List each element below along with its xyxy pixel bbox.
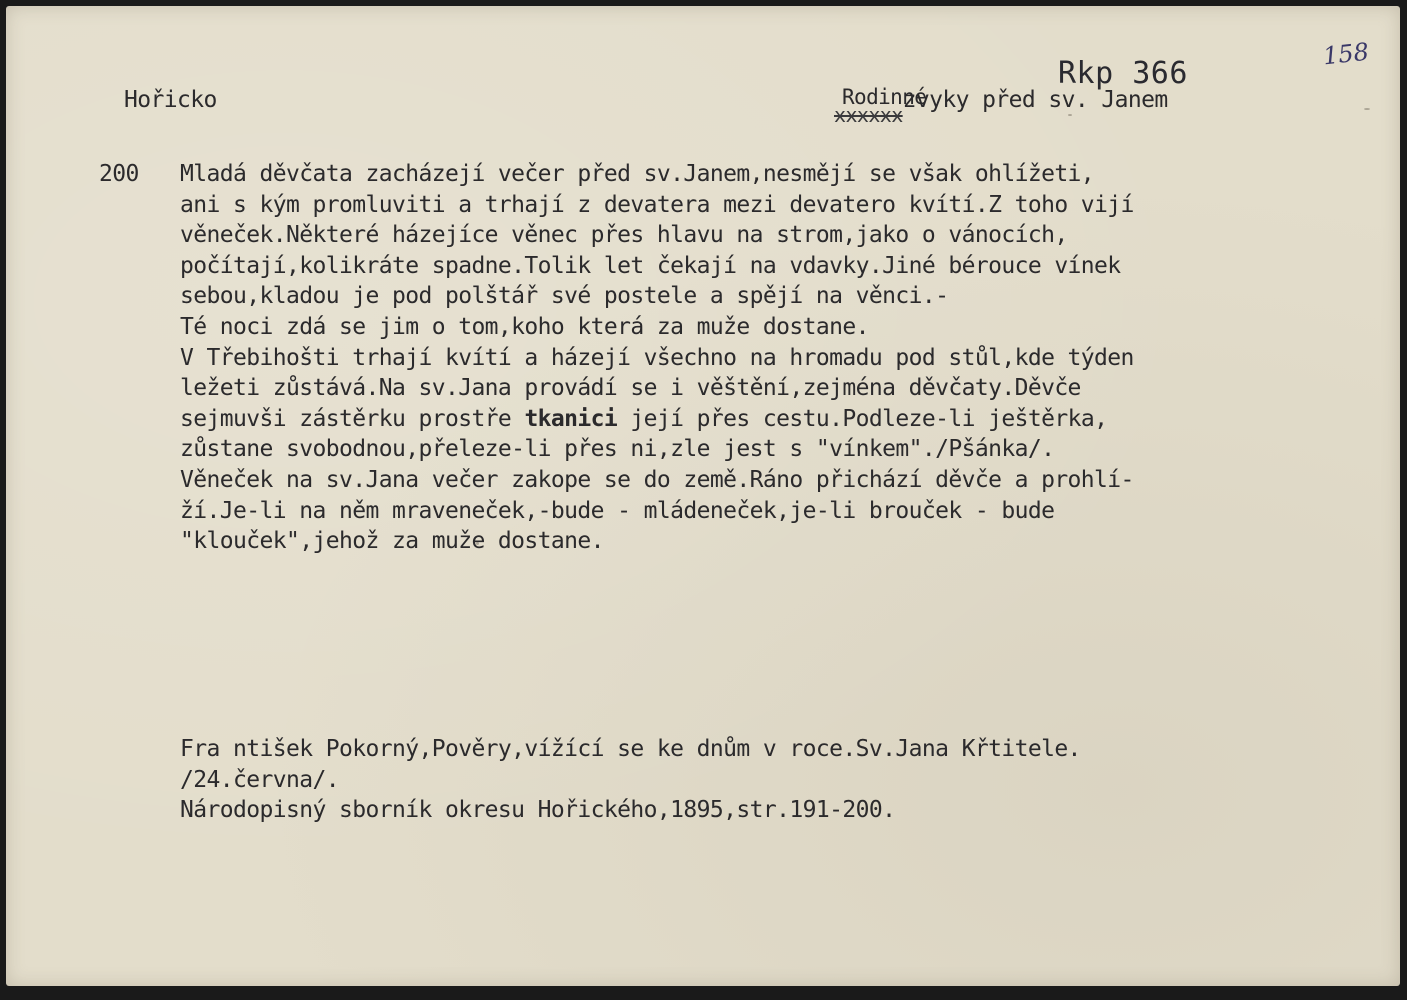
entry-line: Věneček na sv.Jana večer zakope se do země.Ráno přichází děvče a prohlí- [180,466,1134,493]
index-card [6,6,1400,986]
entry-line: sejmuvši zástěrku prostře [180,405,512,432]
paper-speck [1068,114,1072,116]
paper-speck [1364,108,1370,110]
entry-line: Mladá děvčata zacházejí večer před sv.Janem,nesmějí se však ohlížeti, [180,161,1095,187]
topic-handwritten-word: Rodinné [842,85,927,109]
handwritten-card-number: 158 [1321,37,1371,71]
source-citation [180,734,1081,826]
entry-line: V Třebihošti trhají kvítí a házejí všechno na hromadu pod stůl,kde týden [180,344,1134,371]
entry-line: počítají,kolikráte spadne.Tolik let čekají na vdavky.Jiné bérouce vínek [180,252,1121,279]
entry-line: věneček.Některé házejíce věnec přes hlavu na strom,jako o vánocích, [180,222,1068,249]
topic-correction [834,85,927,127]
entry-line: Té noci zdá se jim o tom,koho která za muže dostane. [180,313,869,340]
topic-struck-text: xxxxxx [834,103,903,127]
entry-line: ží.Je-li na něm mraveneček,-bude - mládeneček,je-li brouček - bude [180,497,1055,524]
locality-label: Hořicko [124,87,217,113]
source-line: Fra ntišek Pokorný,Pověry,vížící se ke dnům v roce.Sv.Jana Křtitele. [180,736,1081,762]
entry-line: sebou,kladou je pod polštář své postele a spějí na věnci.- [180,283,949,310]
entry-line: zůstane svobodnou,přeleze-li přes ni,zle jest s "vínkem"./Pšánka/. [180,436,1055,463]
entry-bold-word: tkanici [524,405,618,432]
topic-text: zvyky před sv. Janem [902,87,1168,113]
entry-text [180,159,1134,557]
archive-reference: Rkp 366 [1058,56,1188,91]
source-line: /24.června/. [180,766,339,793]
entry-line: ani s kým promluviti a trhají z devatera mezi devatero kvítí.Z toho vijí [180,191,1134,218]
entry-line: "klouček",jehož za muže dostane. [180,528,604,555]
source-line: Národopisný sborník okresu Hořického,1895,str.191-200. [180,797,896,824]
entry-number: 200 [99,161,139,187]
entry-line: ležeti zůstává.Na sv.Jana provádí se i věštění,zejména děvčaty.Děvče [180,375,1081,402]
paper-speck [476,542,479,545]
entry-line: její přes cestu.Podleze-li ještěrka, [617,405,1108,432]
